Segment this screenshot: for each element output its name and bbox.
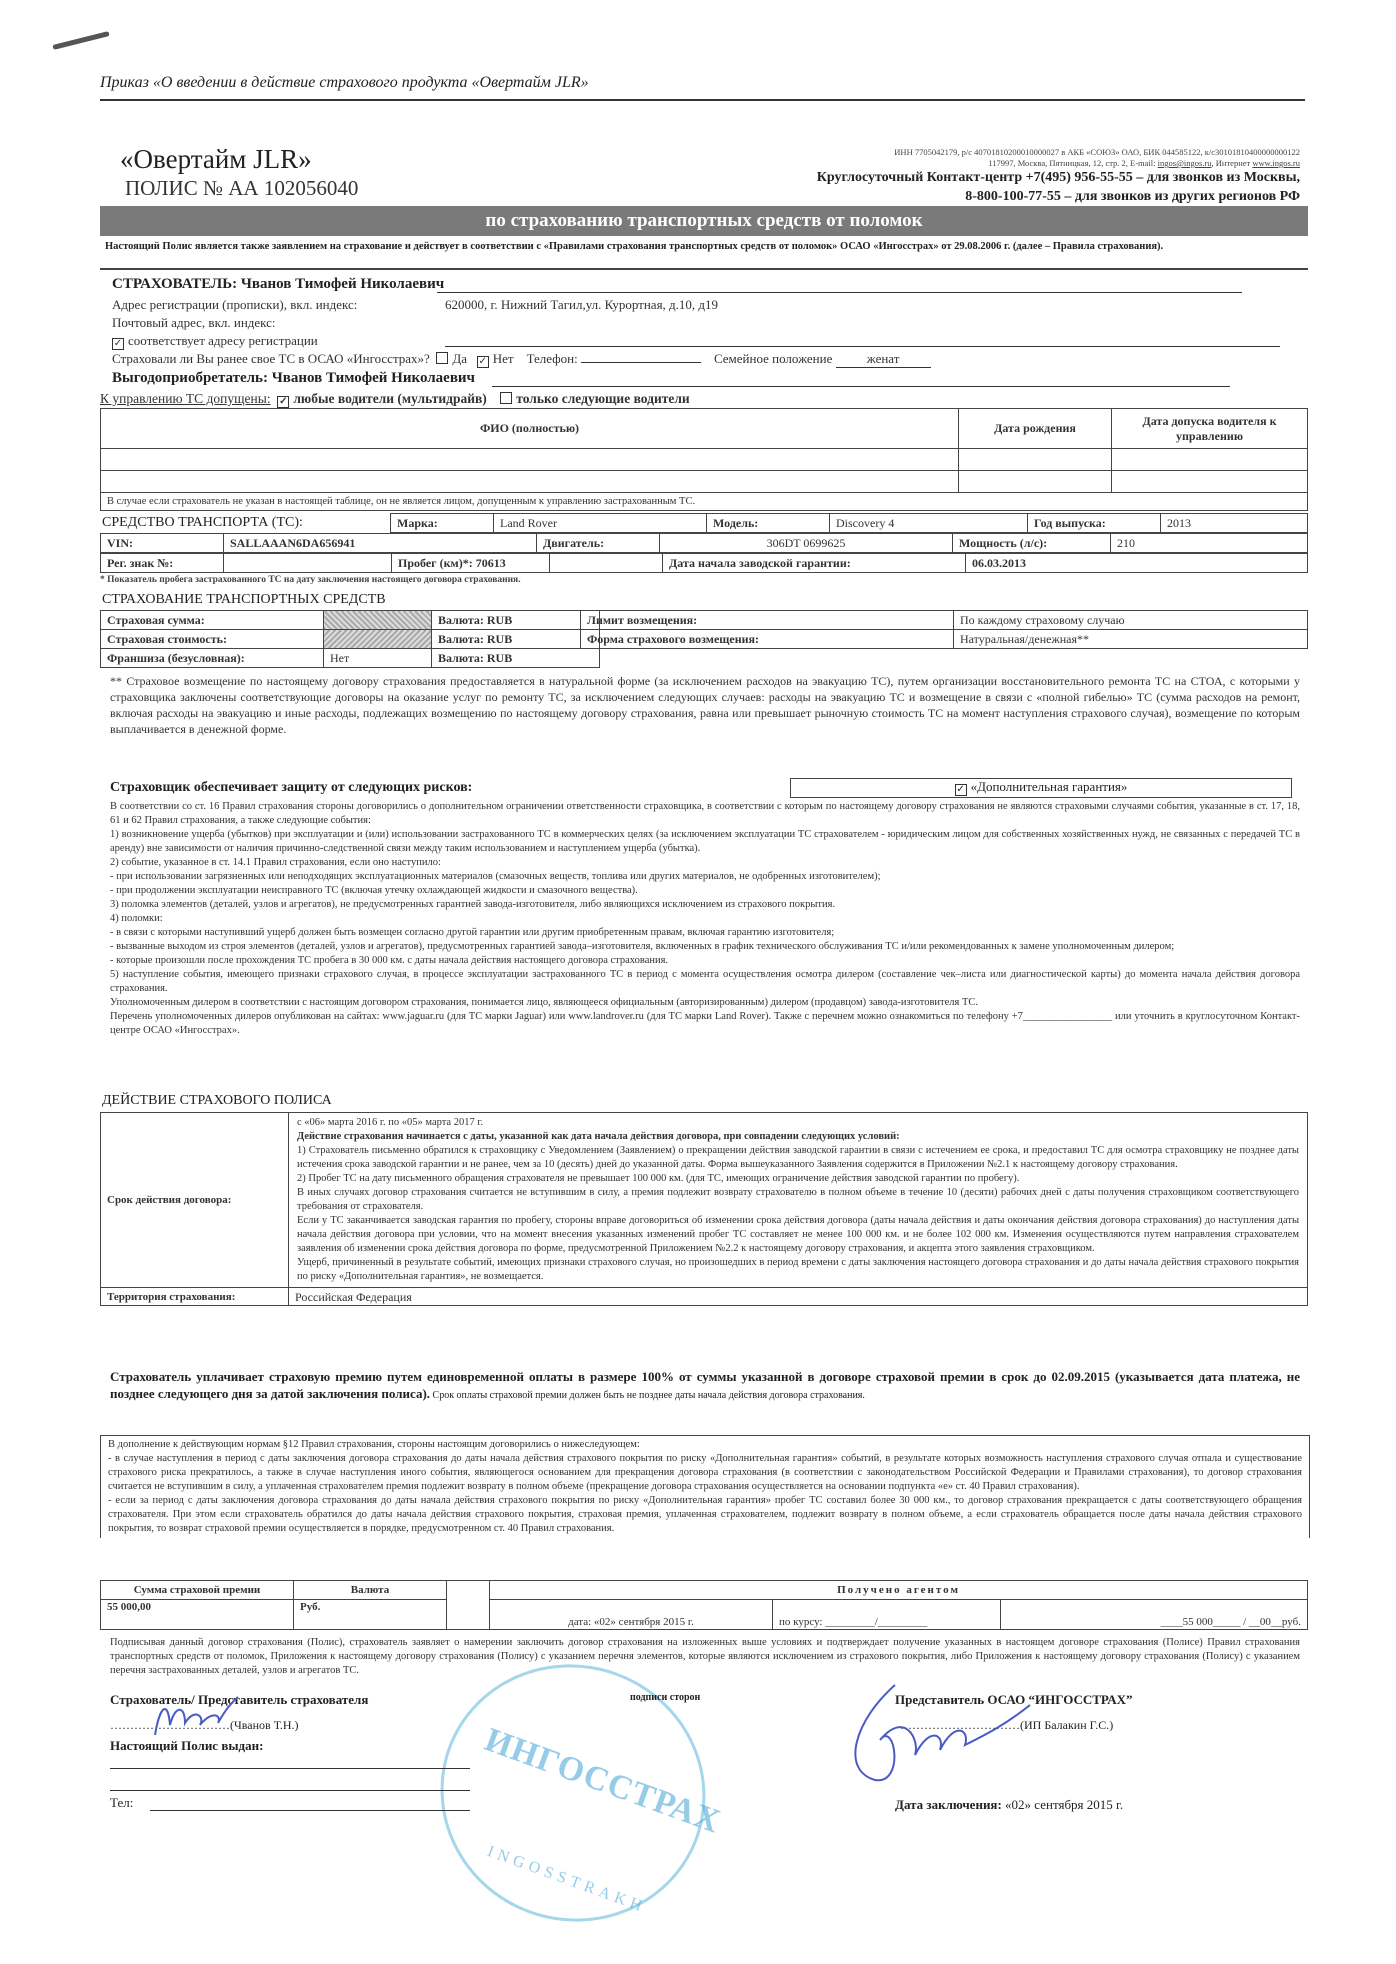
- exclusion-paragraph: - при использовании загрязненных или неподходящих эксплуатационных материалов (смазочных веществ, топлива или других материалов, не одобренных изготовителем);: [110, 871, 881, 882]
- warranty-value: 06.03.2013: [966, 554, 1308, 573]
- term-label: Срок действия договора:: [101, 1113, 289, 1288]
- parties-signatures-label: подписи сторон: [630, 1692, 701, 1703]
- checkbox-empty-icon: [500, 392, 512, 404]
- make-label: Марка:: [391, 514, 494, 533]
- premium-table: [100, 1580, 1308, 1630]
- deductible-label: Франшиза (безусловная):: [101, 649, 324, 668]
- vehicle-row-2: [100, 533, 1308, 553]
- mileage-label: Пробег (км)*:: [398, 555, 473, 570]
- currency-cell: [432, 611, 600, 630]
- payment-terms-main: Страхователь уплачивает страховую премию путем единовременной оплаты в размере 100% от суммы указанной в договоре страховой премии в срок до 02.09.2015 (указывается дата платежа, не позднее следующего дня за датой заключения полиса).: [110, 1369, 1300, 1401]
- condition-paragraph: 2) Пробег ТС на дату письменного обращения страхователя не превышает 100 000 км. (для ТС, имеющих ограничение действия заводской гарантии по пробегу).: [297, 1173, 1020, 1184]
- address-text: 117997, Москва, Пятницкая, 12, стр. 2, E-mail:: [988, 158, 1158, 168]
- insured-name: Чванов Тимофей Николаевич: [240, 276, 445, 292]
- intro-text: Настоящий Полис является также заявлением на страхование и действует в соответствии с «Правилами страхования транспортных средств от поломок» ОСАО «Ингосстрах» от 29.08.2006 г. (далее – Правила страхования).: [105, 241, 1164, 252]
- drivers-table: [100, 408, 1308, 511]
- listed-drivers-checkbox[interactable]: [500, 391, 689, 406]
- premium-sum-header: Сумма страховой премии: [101, 1581, 294, 1600]
- exclusion-paragraph: 2) событие, указанное в ст. 14.1 Правил страхования, если оно наступило:: [110, 857, 441, 868]
- engine-value: 306DT 0699625: [660, 534, 953, 553]
- warranty-label: Дата начала заводской гарантии:: [663, 554, 966, 573]
- currency-cell: [432, 649, 600, 668]
- risk-additional-warranty-checkbox[interactable]: [790, 778, 1292, 798]
- power-value: 210: [1111, 534, 1308, 553]
- risks-title: Страховщик обеспечивает защиту от следующих рисков:: [110, 780, 473, 795]
- stamp-ring-text: INGOSSTRAKH: [485, 1842, 649, 1917]
- vehicle-title: СРЕДСТВО ТРАНСПОРТА (ТС):: [102, 515, 303, 530]
- no-label: Нет: [492, 351, 514, 366]
- table-row: [101, 471, 1308, 493]
- territory-label: Территория страхования:: [101, 1288, 289, 1306]
- conclusion-date: «02» сентября 2015 г.: [1005, 1797, 1124, 1812]
- driver-name-cell[interactable]: [101, 449, 959, 471]
- drivers-note: В случае если страхователь не указан в настоящей таблице, он не является лицом, допущенным к управлению застрахованным ТС.: [101, 493, 1308, 511]
- condition-paragraph: Ущерб, причиненный в результате событий, имеющих признаки страхового случая, но произошедших в период времени с даты заключения настоящего договора страхования и до даты начала действия страхового покрытия по риску «Дополнительная гарантия», не возмещается.: [297, 1257, 1299, 1282]
- exclusion-paragraph: В соответствии со ст. 16 Правил страхования стороны договорились о дополнительном ограничении ответственности страховщика, в соответствии с которым по настоящему договору страхования не являются страховыми случаями события, указанные в ст. 17, 18, 61 и 62 Правил страхования, а также следующие события:: [110, 801, 1300, 826]
- engine-label: Двигатель:: [537, 534, 660, 553]
- limit-value: По каждому страховому случаю: [954, 611, 1308, 630]
- reg-address-label: Адрес регистрации (прописки), вкл. индекс:: [112, 297, 358, 312]
- currency-value: RUB: [486, 612, 513, 627]
- spacer-cell: [447, 1581, 490, 1630]
- phone-label: Телефон:: [526, 351, 578, 366]
- internet-label: , Интернет: [1211, 158, 1253, 168]
- vehicle-row-3: [100, 553, 1308, 573]
- insured-label: СТРАХОВАТЕЛЬ:: [112, 276, 238, 292]
- exclusion-paragraph: 5) наступление события, имеющего признаки страхового случая, в процессе эксплуатации застрахованного ТС в период с момента осуществления осмотра дилером (составление чек–листа или диагностической карты) до момента начала действия договора страхования.: [110, 969, 1300, 994]
- make-value: Land Rover: [494, 514, 707, 533]
- beneficiary-name: Чванов Тимофей Николаевич: [271, 370, 476, 386]
- premium-sum-value: 55 000,00: [101, 1600, 294, 1630]
- payment-terms: [110, 1368, 1300, 1404]
- yes-label: Да: [452, 351, 467, 366]
- power-label: Мощность (л/с):: [953, 534, 1111, 553]
- checkbox-empty-icon: [436, 352, 448, 364]
- same-as-reg-checkbox[interactable]: [112, 333, 318, 350]
- policy-number: ПОЛИС № АА 102056040: [125, 176, 359, 200]
- any-drivers-label: любые водители (мультидрайв): [293, 391, 487, 406]
- checkbox-checked-icon: ✓: [956, 784, 965, 795]
- marital-label: Семейное положение: [713, 351, 833, 366]
- order-title: Приказ «О введении в действие страхового продукта «Овертайм JLR»: [100, 74, 589, 91]
- conclusion-label: Дата заключения:: [895, 1797, 1002, 1812]
- exclusion-paragraph: - в связи с которыми наступивший ущерб должен быть возмещен согласно другой гарантии или другим приобретенным правам, включая гарантию изготовителя;: [110, 927, 835, 938]
- vehicle-row-1: [390, 513, 1308, 533]
- empty-cell: [550, 554, 663, 573]
- redacted-value: [324, 630, 432, 649]
- exclusion-paragraph: 4) поломки:: [110, 913, 163, 924]
- issued-label: Настоящий Полис выдан:: [110, 1738, 264, 1753]
- email-link[interactable]: ingos@ingos.ru: [1157, 158, 1212, 168]
- postal-address-label: Почтовый адрес, вкл. индекс:: [112, 315, 276, 330]
- checkbox-checked-icon: ✓: [113, 338, 123, 349]
- insured-signature: [150, 1695, 240, 1740]
- divider: [100, 99, 1305, 101]
- marital-value: женат: [836, 351, 931, 368]
- insurance-table: [100, 610, 600, 668]
- vin-label: VIN:: [101, 534, 224, 553]
- policy-banner: по страхованию транспортных средств от поломок: [100, 206, 1308, 236]
- deductible-value: Нет: [324, 649, 432, 668]
- exclusion-paragraph: - вызванные выходом из строя элементов (деталей, узлов и агрегатов), предусмотренных гарантией завода–изготовителя, включенных в график технического обслуживания ТС и/или рекомендованных к замене уполномоченным дилером;: [110, 941, 1175, 952]
- exclusion-paragraph: 3) поломка элементов (деталей, узлов и агрегатов), не предусмотренных гарантией завода-изготовителя, либо являющихся исключением из страхового покрытия.: [110, 899, 836, 910]
- driver-license-cell[interactable]: [1112, 449, 1308, 471]
- website-link[interactable]: www.ingos.ru: [1252, 158, 1300, 168]
- no-checkbox[interactable]: [477, 351, 514, 366]
- insurance-title: СТРАХОВАНИЕ ТРАНСПОРТНЫХ СРЕДСТВ: [102, 592, 386, 607]
- company-requisites: ИНН 7705042179, р/с 40701810200010000027 в АКБ «СОЮЗ» ОАО, БИК 044585122, к/с30101810400000000122: [894, 147, 1300, 157]
- term-cell: [289, 1113, 1308, 1288]
- value-label: Страховая стоимость:: [101, 630, 324, 649]
- condition-paragraph: В иных случаях договор страхования считается не вступившим в силу, а премия подлежит возврату страхователю в полном объеме в течение 10 (десяти) рабочих дней с даты получения страховщиком соответствующего требования от страхователя.: [297, 1187, 1299, 1212]
- mileage-cell: [392, 554, 550, 573]
- checkbox-checked-icon: ✓: [279, 396, 288, 407]
- risk-exclusions: [110, 800, 1300, 1038]
- validity-period: с «06» марта 2016 г. по «05» марта 2017 г.: [297, 1117, 484, 1128]
- premium-currency-value: Руб.: [294, 1600, 447, 1630]
- driver-birthdate-cell[interactable]: [959, 471, 1112, 493]
- insured-signature-line: …………………………(Чванов Т.Н.): [110, 1718, 299, 1732]
- addendum-paragraph: - в случае наступления в период с даты заключения договора страхования до даты начала действия страхового покрытия по риску «Дополнительная гарантия» событий, в результате которых возможность наступления страхового случая отпала и существование страхового риска прекратилось, а также в случае наступления иного события, являющегося основанием для прекращения договора страхования (в соответствии с законодательством Российской Федерации и Правилами страхования), то договор страхования считается не вступившим в силу, а уплаченная страхователем премия подлежит возврату в полном объеме (прекращение договора страхования осуществляется на основании подпункта «е» ст. 40 Правил страхования).: [108, 1453, 1302, 1492]
- col-header-license-date: Дата допуска водителя к управлению: [1112, 409, 1308, 449]
- conclusion-date-row: [895, 1797, 1123, 1813]
- insurer-rep-label: Представитель ОСАО “ИНГОССТРАХ”: [895, 1692, 1133, 1707]
- vin-value: SALLAAAN6DA656941: [224, 534, 537, 553]
- col-header-birthdate: Дата рождения: [959, 409, 1112, 449]
- issued-line-1: [110, 1768, 470, 1769]
- checkbox-checked-icon: ✓: [478, 356, 487, 367]
- yes-checkbox[interactable]: [436, 351, 467, 366]
- divider: [100, 268, 1308, 270]
- form-label: Форма страхового возмещения:: [581, 630, 954, 649]
- received-amount: ____55 000_____ / __00__руб.: [1001, 1600, 1308, 1630]
- driver-license-cell[interactable]: [1112, 471, 1308, 493]
- exclusion-paragraph: 1) возникновение ущерба (убытков) при эксплуатации и (или) использовании застрахованного ТС в коммерческих целях (за исключением эксплуатации ТС страхователем - юридическим лицом для собственных хозяйственных нужд, не связанных с передачей ТС в аренду) вне зависимости от наличия причинно-следственной связи между таким использованием и наступлением ущерба (убытка).: [110, 829, 1300, 854]
- currency-cell: [432, 630, 600, 649]
- limit-label: Лимит возмещения:: [581, 611, 954, 630]
- product-name: «Овертайм JLR»: [120, 144, 312, 174]
- issued-line-2: [110, 1790, 470, 1791]
- redacted-sum: [324, 611, 432, 630]
- validity-title: ДЕЙСТВИЕ СТРАХОВОГО ПОЛИСА: [102, 1093, 332, 1108]
- drivers-label: К управлению ТС допущены:: [100, 391, 271, 406]
- insured-row: [112, 276, 1242, 293]
- table-row: [101, 449, 1308, 471]
- driver-birthdate-cell[interactable]: [959, 449, 1112, 471]
- premium-currency-header: Валюта: [294, 1581, 447, 1600]
- contact-center-moscow: Круглосуточный Контакт-центр +7(495) 956-55-55 – для звонков из Москвы,: [816, 170, 1300, 185]
- exclusion-paragraph: - которые произошли после прохождения ТС пробега в 30 000 км. с даты начала действия настоящего договора страхования.: [110, 955, 669, 966]
- plate-value: [224, 554, 392, 573]
- mileage-value: 70613: [475, 555, 506, 570]
- received-by-agent-header: Получено агентом: [490, 1581, 1308, 1600]
- territory-value: Российская Федерация: [289, 1288, 1308, 1306]
- pen-stroke-mark: [52, 31, 109, 50]
- beneficiary-row: [112, 370, 1230, 387]
- model-value: Discovery 4: [830, 514, 1028, 533]
- contact-center-regions: 8-800-100-77-55 – для звонков из других регионов РФ: [965, 189, 1300, 204]
- phone-line: [150, 1810, 470, 1811]
- driver-name-cell[interactable]: [101, 471, 959, 493]
- year-value: 2013: [1161, 514, 1308, 533]
- drivers-row: [100, 391, 690, 408]
- postal-address-line: [445, 346, 1280, 347]
- previous-insurance-row: [112, 351, 931, 368]
- validity-table: [100, 1112, 1308, 1306]
- addendum-paragraph: В дополнение к действующим нормам §12 Правил страхования, стороны настоящим договорились о нижеследующем:: [108, 1439, 640, 1450]
- signing-statement: Подписывая данный договор страхования (Полис), страхователь заявляет о намерении заключить договор страхования на изложенных выше условиях и подтверждает получение указанных в настоящем договоре страхования (Полисе) Правил страхования транспортных средств от поломок, Приложения к настоящему договору страхования (Полису) с указанием перечня элементов, которые являются исключением из страхового покрытия, либо Приложения к настоящему договору страхования (Полису) с указанием перечня застрахованных деталей, узлов и агрегатов ТС.: [110, 1637, 1300, 1676]
- insurer-signature-line: …………………………(ИП Балакин Г.С.): [900, 1718, 1114, 1732]
- currency-label: Валюта:: [438, 631, 484, 646]
- risk-label: «Дополнительная гарантия»: [970, 779, 1128, 794]
- form-value: Натуральная/денежная**: [954, 630, 1308, 649]
- compensation-footnote: ** Страховое возмещение по настоящему договору страхования предоставляется в натуральной форме (за исключением расходов на эвакуацию ТС), путем организации восстановительного ремонта ТС на СТОА, с которыми у страховщика заключены соответствующие договоры на оказание услуг по ремонту ТС, за исключением следующих случаев: расходы на эвакуацию ТС и возмещение в связи с «полной гибелью» ТС (сумма расходов на ремонт, включая расходы на эвакуацию и иные расходы, подлежащих возмещению по настоящему договору страхования, равна или превышает рыночную стоимость ТС на момент наступления страхового случая), возмещение по которым выплачивается в денежной форме.: [110, 674, 1300, 736]
- company-address: [988, 158, 1300, 168]
- mileage-footnote: * Показатель пробега застрахованного ТС на дату заключения настоящего договора страхования.: [100, 575, 521, 585]
- compensation-table: [580, 610, 1308, 649]
- insurer-signature: [835, 1680, 1035, 1790]
- currency-label: Валюта:: [438, 612, 484, 627]
- conditions-title: Действие страхования начинается с даты, указанной как дата начала действия договора, при совпадении следующих условий:: [297, 1131, 900, 1142]
- year-label: Год выпуска:: [1028, 514, 1161, 533]
- addendum-box: [100, 1435, 1310, 1538]
- condition-paragraph: Если у ТС заканчивается заводская гарантия по пробегу, стороны вправе договориться об изменении срока действия договора (даты начала действия и даты окончания действия договора страхования) до наступления даты начала действия договора при условии, что на момент внесения указанных изменений пробег ТС составляет не менее 100 000 км. и не более 102 000 км. Изменения осуществляются путем направления страхователем заявления об изменении срока действия договора по форме, предусмотренной Приложением №2.2 к настоящему договору страхования, и акцепта этого заявления страховщиком.: [297, 1215, 1299, 1254]
- phone-field[interactable]: [581, 362, 701, 363]
- exchange-rate: по курсу: _________/_________: [773, 1600, 1001, 1630]
- exclusion-paragraph: Перечень уполномоченных дилеров опубликован на сайтах: www.jaguar.ru (для ТС марки Jaguar) или www.landrover.ru (для ТС марки Land Rover). Также с перечнем можно ознакомиться по телефону +7_________________ или уточнить в круглосуточном Контакт-центре ОСАО «Ингосстрах».: [110, 1011, 1300, 1036]
- phone-label: Тел:: [110, 1795, 134, 1810]
- exclusion-paragraph: - при продолжении эксплуатации неисправного ТС (включая утечку охлаждающей жидкости и смазочного вещества).: [110, 885, 638, 896]
- currency-label: Валюта:: [438, 650, 484, 665]
- currency-value: RUB: [486, 650, 513, 665]
- col-header-name: ФИО (полностью): [101, 409, 959, 449]
- payment-terms-note: Срок оплаты страховой премии должен быть не позднее даты начала действия договора страхования.: [430, 1390, 865, 1401]
- addendum-paragraph: - если за период с даты заключения договора страхования до даты начала действия страхового покрытия по риску «Дополнительная гарантия» пробег ТС составил более 30 000 км., то договор страхования прекращается с даты соответствующего обращения страхователя. При этом если страхователь обратился до даты начала действия страхового покрытия, страховая премия, уплаченная страхователем, подлежит возврату в полном объеме, а если страхователь обращается после даты начала действия страхового покрытия, то возврат страховой премии осуществляется в порядке, предусмотренном ст. 40 Правил страхования.: [108, 1495, 1302, 1534]
- underline: [492, 386, 1230, 387]
- plate-label: Рег. знак №:: [101, 554, 224, 573]
- condition-paragraph: 1) Страхователь письменно обратился к страховщику с Уведомлением (Заявлением) о прекращении действия заводской гарантии в связи с истечением ее срока, и предоставил ТС для осмотра страховщику не позднее даты истечения срока заводской гарантии и не ранее, чем за 10 (десять) дней до указанной даты. Форма вышеуказанного Заявления содержится в Приложении №2.1 к настоящему договору страхования.: [297, 1145, 1299, 1170]
- any-drivers-checkbox[interactable]: [277, 391, 486, 406]
- exclusion-paragraph: Уполномоченным дилером в соответствии с настоящим договором страхования, понимается лицо, являющееся официальным (авторизированным) дилером (продавцом) завода-изготовителя ТС.: [110, 997, 979, 1008]
- currency-value: RUB: [486, 631, 513, 646]
- received-date: дата: «02» сентября 2015 г.: [490, 1600, 773, 1630]
- beneficiary-label: Выгодоприобретатель:: [112, 370, 268, 386]
- listed-drivers-label: только следующие водители: [516, 391, 690, 406]
- model-label: Модель:: [707, 514, 830, 533]
- same-as-reg-label: соответствует адресу регистрации: [128, 333, 318, 348]
- sum-label: Страховая сумма:: [101, 611, 324, 630]
- reg-address-value: 620000, г. Нижний Тагил,ул. Курортная, д.10, д19: [445, 297, 719, 312]
- insured-rep-label: Страхователь/ Представитель страхователя: [110, 1692, 369, 1707]
- underline: [437, 292, 1242, 293]
- previous-insurance-question: Страховали ли Вы ранее свое ТС в ОСАО «Ингосстрах»?: [112, 351, 430, 366]
- stamp-text: ИНГОССТРАХ: [480, 1721, 726, 1841]
